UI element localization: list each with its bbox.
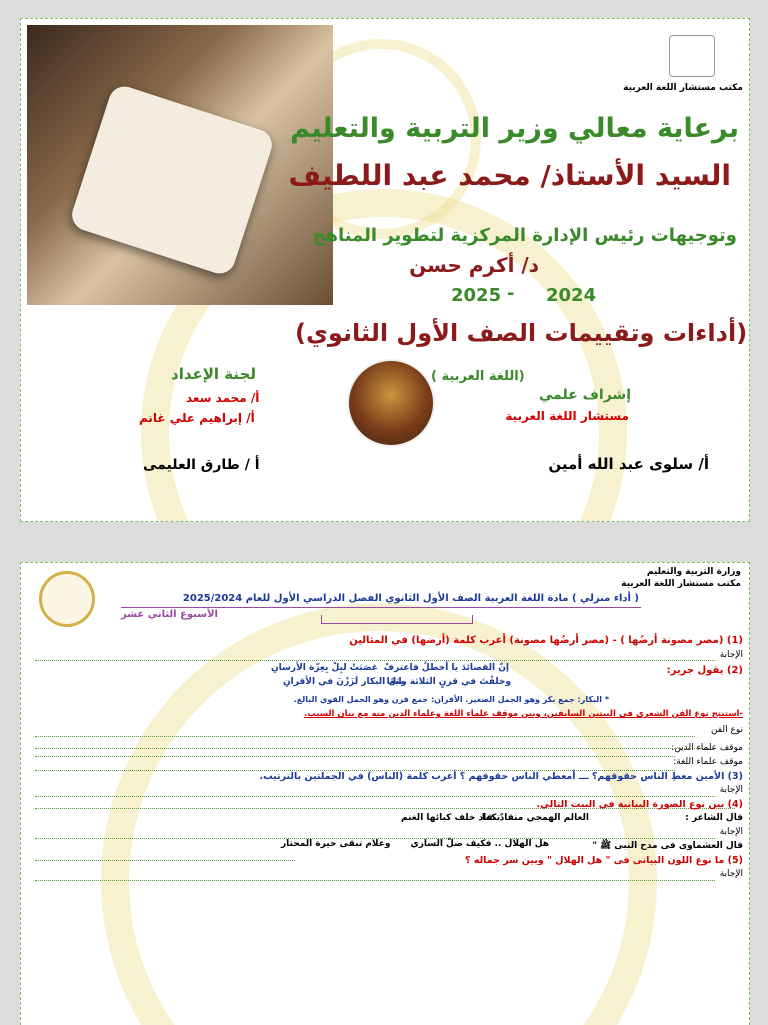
main-title: (أداءات وتقييمات الصف الأول الثانوي) (295, 319, 748, 347)
director-name: د/ أكرم حسن (409, 253, 539, 277)
year-separator: - (507, 283, 515, 304)
answer-label-4: الإجابة (719, 827, 743, 837)
patronage-line: برعاية معالي وزير التربية والتعليم (290, 113, 739, 144)
calligraphy-photo (27, 25, 333, 305)
answer-line (35, 743, 675, 757)
subject-label: (اللغة العربية ) (431, 369, 525, 384)
question-4: (4) بين نوع الصورة البيانية في البيت التالي. (536, 799, 743, 810)
header-underline (121, 607, 641, 608)
books-globe-image (347, 359, 435, 447)
gloss-note: * البكار: جمع بكر وهو الجمل الصغير. الأقران: جمع قرن وهو الجمل القوي البالغ. (293, 695, 609, 704)
week-label: الأسبوع الثاني عشر (121, 609, 218, 620)
verse-1a: إنّ القصائدَ يا أخطلُ فاعترفْ (383, 663, 509, 673)
question-2: (2) يقول جرير: (666, 665, 743, 676)
header-bracket (321, 615, 473, 624)
religion-view-label: موقف علماء الدين: (671, 743, 743, 753)
ministry-label: وزارة التربية والتعليم (646, 567, 741, 577)
verse-1b: غصَبَتْ لبِلْ بِعِزّة الأرسانِ (271, 663, 378, 673)
committee-member-3: أ / طارق العليمى (143, 457, 260, 473)
question-1: (1) (مصر مصونة أرضُها ) - (مصر أرضُها مصونة) أعرب كلمة (أرضها) في المثالين (349, 635, 743, 646)
verse-4b: تنقاد خلف كبائها الغنم (401, 813, 501, 823)
supervision-title: إشراف علمي (538, 387, 631, 403)
verse-2a: وخلفْتَ في قرنٍ الثلاثة رابعًا (386, 677, 511, 687)
supervisor-name: أ/ سلوى عبد الله أمين (548, 455, 709, 473)
question-5: (5) ما نوع اللون البيانى فى " هل الهلال " وبين سر جماله ؟ (465, 855, 743, 866)
office-label: مكتب مستشار اللغة العربية (623, 83, 743, 93)
question-3: (3) الأمين معطِ الناس حقوقهم؟ ـــ أمعطي الناس حقوقهم ؟ أعرب كلمة (الناس) في الجملتين بالترتيب. (259, 771, 743, 782)
supervision-role: مستشار اللغة العربية (505, 409, 629, 423)
cover-page (20, 18, 750, 522)
answer-line (35, 757, 675, 771)
year-start: 2024 (546, 285, 597, 306)
answer-line (35, 867, 715, 881)
language-view-label: موقف علماء اللغة: (673, 757, 743, 767)
year-end: 2025 (451, 285, 502, 306)
task-line: -استنتج نوع الفن الشعرى فى البيتين السابقين، وبين موقف علماء اللغة وعلماء الدين منه مع بيان السبب. (304, 709, 743, 719)
committee-member-1: أ/ محمد سعد (186, 391, 260, 405)
verse-5b: وعلام تبقى حيرة المحتار (281, 839, 391, 849)
verse-2b: مِثل البكار لَزَزْنَ في الأقرانِ (283, 677, 406, 687)
answer-label-3: الإجابة (719, 785, 743, 795)
office-label: مكتب مستشار اللغة العربية (621, 579, 741, 589)
ministry-seal-logo (39, 571, 95, 627)
directives-line: وتوجيهات رئيس الإدارة المركزية لتطوير المناهج (312, 225, 737, 246)
answer-label-5: الإجابة (719, 869, 743, 879)
minister-name: السيد الأستاذ/ محمد عبد اللطيف (288, 159, 731, 192)
committee-member-2: أ/ إبراهيم علي غانم (139, 411, 255, 425)
committee-title: لجنة الإعداد (171, 365, 256, 383)
answer-label-1: الإجابة (719, 650, 743, 660)
answer-line (35, 825, 715, 839)
poet-label: قال الشاعر : (685, 813, 743, 823)
worksheet-page (20, 562, 750, 1025)
answer-line (35, 647, 715, 661)
art-type-label: نوع الفن (710, 725, 743, 735)
worksheet-header: ( أداء منزلي ) مادة اللغة العربية الصف الأول الثانوي الفصل الدراسي الأول للعام 2025/2024 (182, 593, 639, 604)
verse-5a: هل الهلال .. فكيف ضلّ الساري (410, 839, 549, 849)
q5-intro: قال العشماوى فى مدح النبى ﷺ " (592, 841, 743, 851)
answer-line (35, 847, 295, 861)
ministry-logo (669, 35, 715, 77)
verse-4a: العالم الهمجي منقادٌ كما (481, 813, 589, 823)
